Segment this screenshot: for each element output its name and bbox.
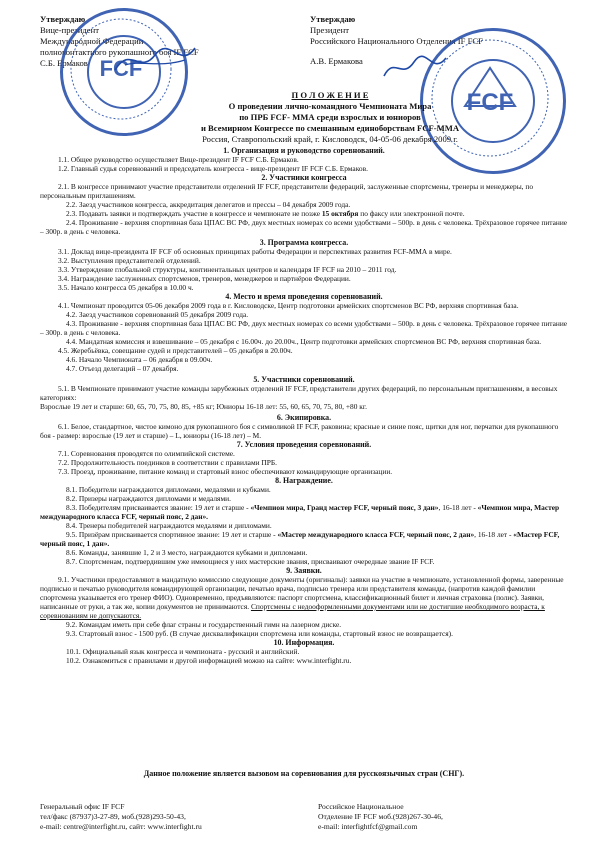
section-heading: 4. Место и время проведения соревнований.	[225, 292, 383, 301]
paragraph: 4.6. Начало Чемпионата – 06 декабря в 09.00ч.	[66, 355, 213, 364]
title-line: по ПРБ FCF- ММА среди взрослых и юниоров	[239, 112, 421, 122]
paragraph: Взрослые 19 лет и старше: 60, 65, 70, 75, 80, 85, +85 кг; Юниоры 16-18 лет: 55, 60, 65, 70, 75, 80, +80 кг.	[40, 402, 367, 411]
paragraph: 8.2. Призеры награждаются дипломами и медалями.	[66, 494, 231, 503]
section-heading: 9. Заявки.	[286, 566, 322, 575]
paragraph: 8.7. Спортсменам, подтвердившим уже имеющиеся у них мастерские звания, присваивают очередные звание IF FCF.	[66, 557, 435, 566]
paragraph: 3.3. Утверждение глобальной структуры, континентальных центров и календаря IF FCF на 2010 – 2011 год.	[58, 265, 397, 274]
document-title	[120, 90, 540, 145]
approver-name: А.В. Ермакова	[310, 56, 363, 66]
title-line: и Всемирном Конгрессе по смешанным единоборствам FCF-ММА	[200, 123, 460, 133]
section-heading: 10. Информация.	[273, 638, 335, 647]
title-heading: П О Л О Ж Е Н И Е	[291, 90, 369, 100]
paragraph: 8.3. Победителям присваивается звание: 19 лет и старше - «Чемпион мира, Гранд мастер FCF, черный пояс, 3 дан», 16-18 лет - «Чемпион мира, Мастер международного класса FCF, черный пояс, 2 дан».	[40, 503, 560, 521]
stamp-logo-text: FCF	[466, 89, 514, 116]
paragraph: 7.3. Проезд, проживание, питание команд и стартовый взнос обеспечивают командирующие организации.	[58, 467, 393, 476]
paragraph: 1.1. Общее руководство осуществляет Вице-президент IF FCF С.Б. Ермаков.	[58, 155, 299, 164]
closing-statement: Данное положение является вызовом на соревнования для русскоязычных стран (СНГ).	[143, 769, 465, 778]
office-email: e-mail: interfightfcf@gmail.com	[318, 822, 418, 831]
paragraph: 8.1. Победители награждаются дипломами, медалями и кубками.	[66, 485, 271, 494]
approver-position: Президент	[310, 25, 349, 35]
office-email-site: e-mail: centre@interfight.ru, сайт: www.interfight.ru	[40, 822, 202, 831]
paragraph: 8.4. Тренеры победителей награждаются медалями и дипломами.	[66, 521, 272, 530]
paragraph: 7.2. Продолжительность поединков в соответствии с правилами ПРБ.	[58, 458, 277, 467]
paragraph: 10.1. Официальный язык конгресса и чемпионата - русский и английский.	[66, 647, 300, 656]
approver-name: С.Б. Ермаков	[40, 58, 88, 68]
paragraph: 9.2. Командам иметь при себе флаг страны и государственный гимн на лазерном диске.	[66, 620, 342, 629]
paragraph: 7.1. Соревнования проводятся по олимпийской системе.	[58, 449, 235, 458]
paragraph: 6.1. Белое, стандартное, чистое кимоно для рукопашного боя с символикой IF FCF, раковина; красные и синие пояс, щитки для ног, перчатки для рукопашного боя - размер: взрослые (19 лет и старше) – L, юниоры (16-18 лет) – M.	[40, 422, 559, 440]
office-name: Российское Национальное	[318, 802, 404, 811]
stamp-logo-text: FCF	[99, 56, 143, 81]
paragraph: 2.2. Заезд участников конгресса, аккредитация делегатов и прессы – 04 декабря 2009 года.	[66, 200, 351, 209]
approval-title: Утверждаю	[310, 14, 356, 24]
paragraph: 9.5. Призёрам присваивается спортивное звание: 19 лет и старше - «Мастер международного класса FCF, черный пояс, 2 дан», 16-18 лет - «Мастер FCF, черный пояс, 1 дан».	[40, 530, 560, 548]
approval-title: Утверждаю	[40, 14, 86, 24]
approver-organization: Российского Национального Отделения IF FCF	[310, 36, 483, 46]
section-heading: 6. Экипировка.	[276, 413, 332, 422]
paragraph: 3.2. Выступления представителей отделений.	[58, 256, 201, 265]
office-name: Генеральный офис IF FCF	[40, 802, 125, 811]
paragraph: 2.4. Проживание - верхняя спортивная база ЦПАС ВС РФ, двух местных номерах со всеми удобствами – 500р. в день с человека. Трёхразовое горячее питание – 300р. в день с человека.	[40, 218, 568, 236]
underlined-notice: Спортсмены с недооформленными документами или не достигшие необходимого возраста, к соревнованиям не допускаются.	[40, 602, 545, 620]
signature-right	[380, 52, 450, 82]
title-location-date: Россия, Ставропольский край, г. Кисловодск, 04-05-06 декабря 2009 г.	[202, 134, 458, 144]
section-heading: 8. Награждение.	[275, 476, 333, 485]
paragraph: 4.3. Проживание - верхняя спортивная база ЦПАС ВС РФ, двух местных номерах со всеми удобствами – 500р. в день с человека. Трёхразовое горячее питание – 300р. в день с человека.	[40, 319, 568, 337]
office-phones: Отделение IF FCF моб.(928)267-30-46,	[318, 812, 443, 821]
paragraph: 9.3. Стартовый взнос - 1500 руб. (В случае дисквалификации спортсмена или команды, стартовый взнос не возвращается).	[66, 629, 453, 638]
paragraph: 4.4. Мандатная комиссия и взвешивание – 05 декабря с 16.00ч. до 20.00ч., Центр подготовки армейских спортсменов ВС РФ, верхняя спортивная база.	[66, 337, 542, 346]
footer-contacts-left	[40, 802, 300, 832]
paragraph: 9.1. Участники предоставляют в мандатную комиссию следующие документы (оригиналы): заявки на участие в чемпионате, установленной формы, заверенные подписью и печатью руководителя командирующей организации, печатью врача, подписью тренера или представителя команды, (напротив каждой фамилии спортсмена указывается его тренер ФИО). Одновременно, предъявляются: паспорт спортсмена, классификационный билет и личная страховка (полис). Заявки, написанные от руки, а так же, копии документов не принимаются. Спортсмены с недооформленными документами или не достигшие необходимого возраста, к соревнованиям не допускаются.	[40, 575, 564, 620]
paragraph: 2.1. В конгрессе принимают участие представители отделений IF FCF, представители федераций, заслуженные спортсмены, тренеры и менеджеры, по персональным приглашениям.	[40, 182, 534, 200]
section-heading: 7. Условия проведения соревнований.	[236, 440, 372, 449]
document-body	[40, 146, 568, 665]
paragraph: 3.5. Начало конгресса 05 декабря в 10.00 ч.	[58, 283, 194, 292]
paragraph: 8.6. Команды, занявшие 1, 2 и 3 место, награждаются кубками и дипломами.	[66, 548, 308, 557]
paragraph: 4.5. Жеребьёвка, совещание судей и представителей – 05 декабря в 20.00ч.	[58, 346, 293, 355]
paragraph: 3.1. Доклад вице-президента IF FCF об основных принципах работы Федерации и перспективах развития FCF-ММА в мире.	[58, 247, 452, 256]
paragraph: 10.2. Ознакомиться с правилами и другой информацией можно на сайте: www.interfight.ru.	[66, 656, 352, 665]
signature-left	[110, 40, 200, 80]
paragraph: 4.7. Отъезд делегаций – 07 декабря.	[66, 364, 179, 373]
section-heading: 1. Организация и руководство соревнований.	[223, 146, 385, 155]
paragraph: 4.2. Заезд участников соревнований 05 декабря 2009 года.	[66, 310, 249, 319]
approver-position: Вице-президент	[40, 25, 99, 35]
paragraph: 5.1. В Чемпионате принимают участие команды зарубежных отделений IF FCF, представители других федераций, по персональным приглашениям, в весовых категориях:	[40, 384, 558, 402]
approver-organization-cont: полноконтактного рукопашного боя IF FCF	[40, 47, 199, 57]
footer-contacts-right	[318, 802, 568, 832]
office-phones: тел/факс (87937)3-27-89, моб.(928)293-50-43,	[40, 812, 186, 821]
paragraph: 3.4. Награждение заслуженных спортсменов, тренеров, менеджеров и партнёров Федерации.	[58, 274, 351, 283]
section-heading: 2. Участники конгресса	[261, 173, 347, 182]
approver-organization: Международной Федерации	[40, 36, 144, 46]
paragraph: 4.1. Чемпионат проводится 05-06 декабря 2009 года в г. Кисловодске, Центр подготовки армейских спортсменов ВС РФ, верхняя спортивная база.	[58, 301, 519, 310]
paragraph: 1.2. Главный судья соревнований и председатель конгресса - вице-президент IF FCF С.Б. Ермаков.	[58, 164, 368, 173]
section-heading: 3. Программа конгресса.	[259, 238, 349, 247]
deadline-date: 15 октября	[321, 209, 359, 218]
title-line: О проведении лично-командного Чемпионата Мира	[228, 101, 432, 111]
paragraph: 2.3. Подавать заявки и подтверждать участие в конгрессе и чемпионате не позже 15 октября по факсу или электронной почте.	[66, 209, 465, 218]
section-heading: 5. Участники соревнований.	[253, 375, 355, 384]
